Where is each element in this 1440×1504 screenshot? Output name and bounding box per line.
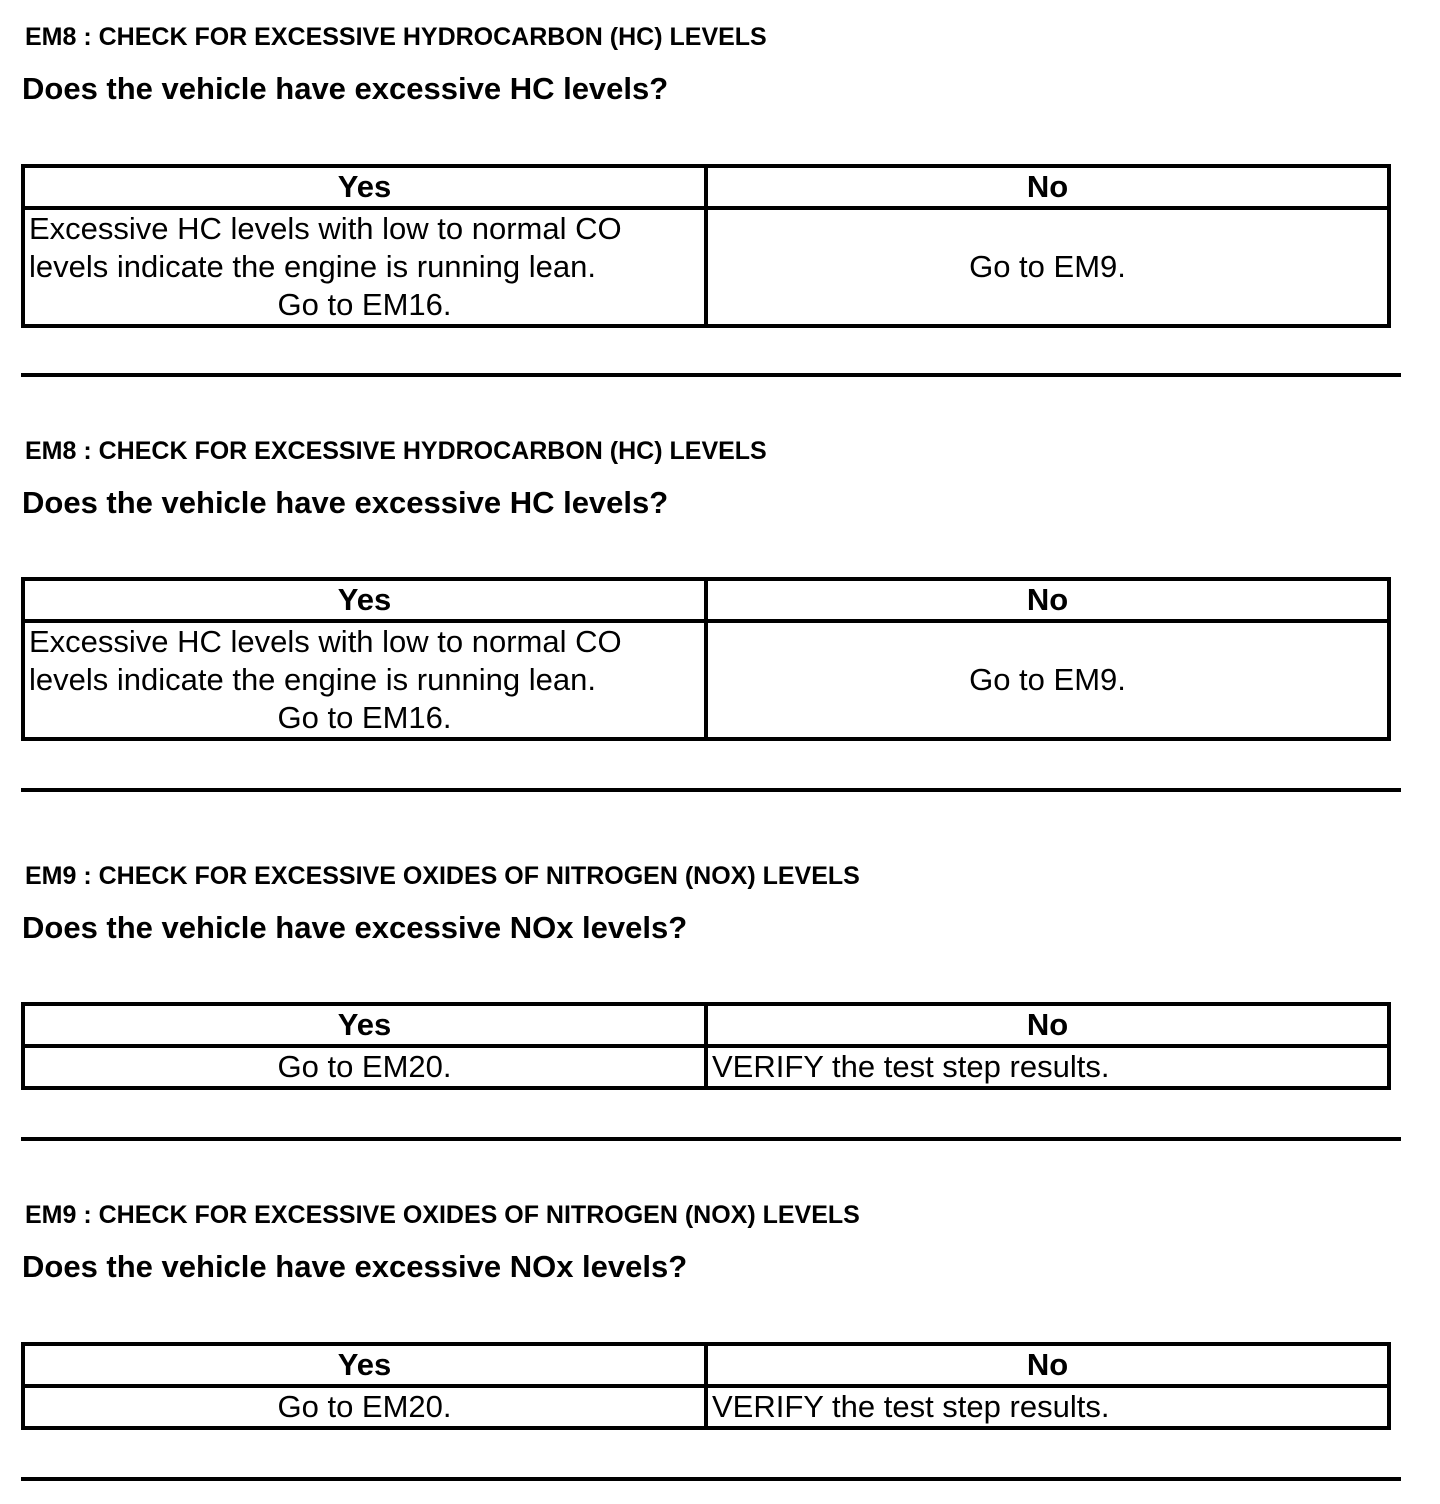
yes-cell: Go to EM20. (23, 1046, 706, 1088)
step-title: EM9 : CHECK FOR EXCESSIVE OXIDES OF NITROGEN (NOX) LEVELS (25, 862, 860, 890)
decision-table (21, 164, 1391, 328)
step-question: Does the vehicle have excessive NOx levels? (22, 1249, 688, 1284)
yes-cell: Go to EM20. (23, 1386, 706, 1428)
yes-header: Yes (23, 1004, 706, 1046)
step-question: Does the vehicle have excessive HC levels? (22, 71, 669, 106)
step-title: EM8 : CHECK FOR EXCESSIVE HYDROCARBON (HC) LEVELS (25, 23, 767, 51)
step-question: Does the vehicle have excessive HC levels? (22, 485, 669, 520)
no-header: No (706, 579, 1389, 621)
step-question: Does the vehicle have excessive NOx levels? (22, 910, 688, 945)
yes-header: Yes (23, 1344, 706, 1386)
section-divider (21, 1137, 1401, 1141)
yes-line: Go to EM16. (277, 700, 452, 735)
no-header: No (706, 166, 1389, 208)
section-divider (21, 373, 1401, 377)
yes-header: Yes (23, 166, 706, 208)
decision-table (21, 1342, 1391, 1430)
section-divider (21, 1477, 1401, 1481)
no-cell: Go to EM9. (706, 208, 1389, 326)
step-title: EM9 : CHECK FOR EXCESSIVE OXIDES OF NITROGEN (NOX) LEVELS (25, 1201, 860, 1229)
no-cell: Go to EM9. (706, 621, 1389, 739)
yes-line: Excessive HC levels with low to normal CO (29, 624, 622, 659)
decision-table (21, 577, 1391, 741)
section-divider (21, 788, 1401, 792)
no-cell: VERIFY the test step results. (706, 1386, 1389, 1428)
yes-line: levels indicate the engine is running lean. (29, 249, 596, 284)
no-cell: VERIFY the test step results. (706, 1046, 1389, 1088)
yes-line: levels indicate the engine is running lean. (29, 662, 596, 697)
yes-cell (23, 621, 706, 739)
yes-cell (23, 208, 706, 326)
step-title: EM8 : CHECK FOR EXCESSIVE HYDROCARBON (HC) LEVELS (25, 437, 767, 465)
yes-header: Yes (23, 579, 706, 621)
yes-line: Go to EM16. (277, 287, 452, 322)
no-header: No (706, 1344, 1389, 1386)
decision-table (21, 1002, 1391, 1090)
yes-line: Excessive HC levels with low to normal CO (29, 211, 622, 246)
no-header: No (706, 1004, 1389, 1046)
